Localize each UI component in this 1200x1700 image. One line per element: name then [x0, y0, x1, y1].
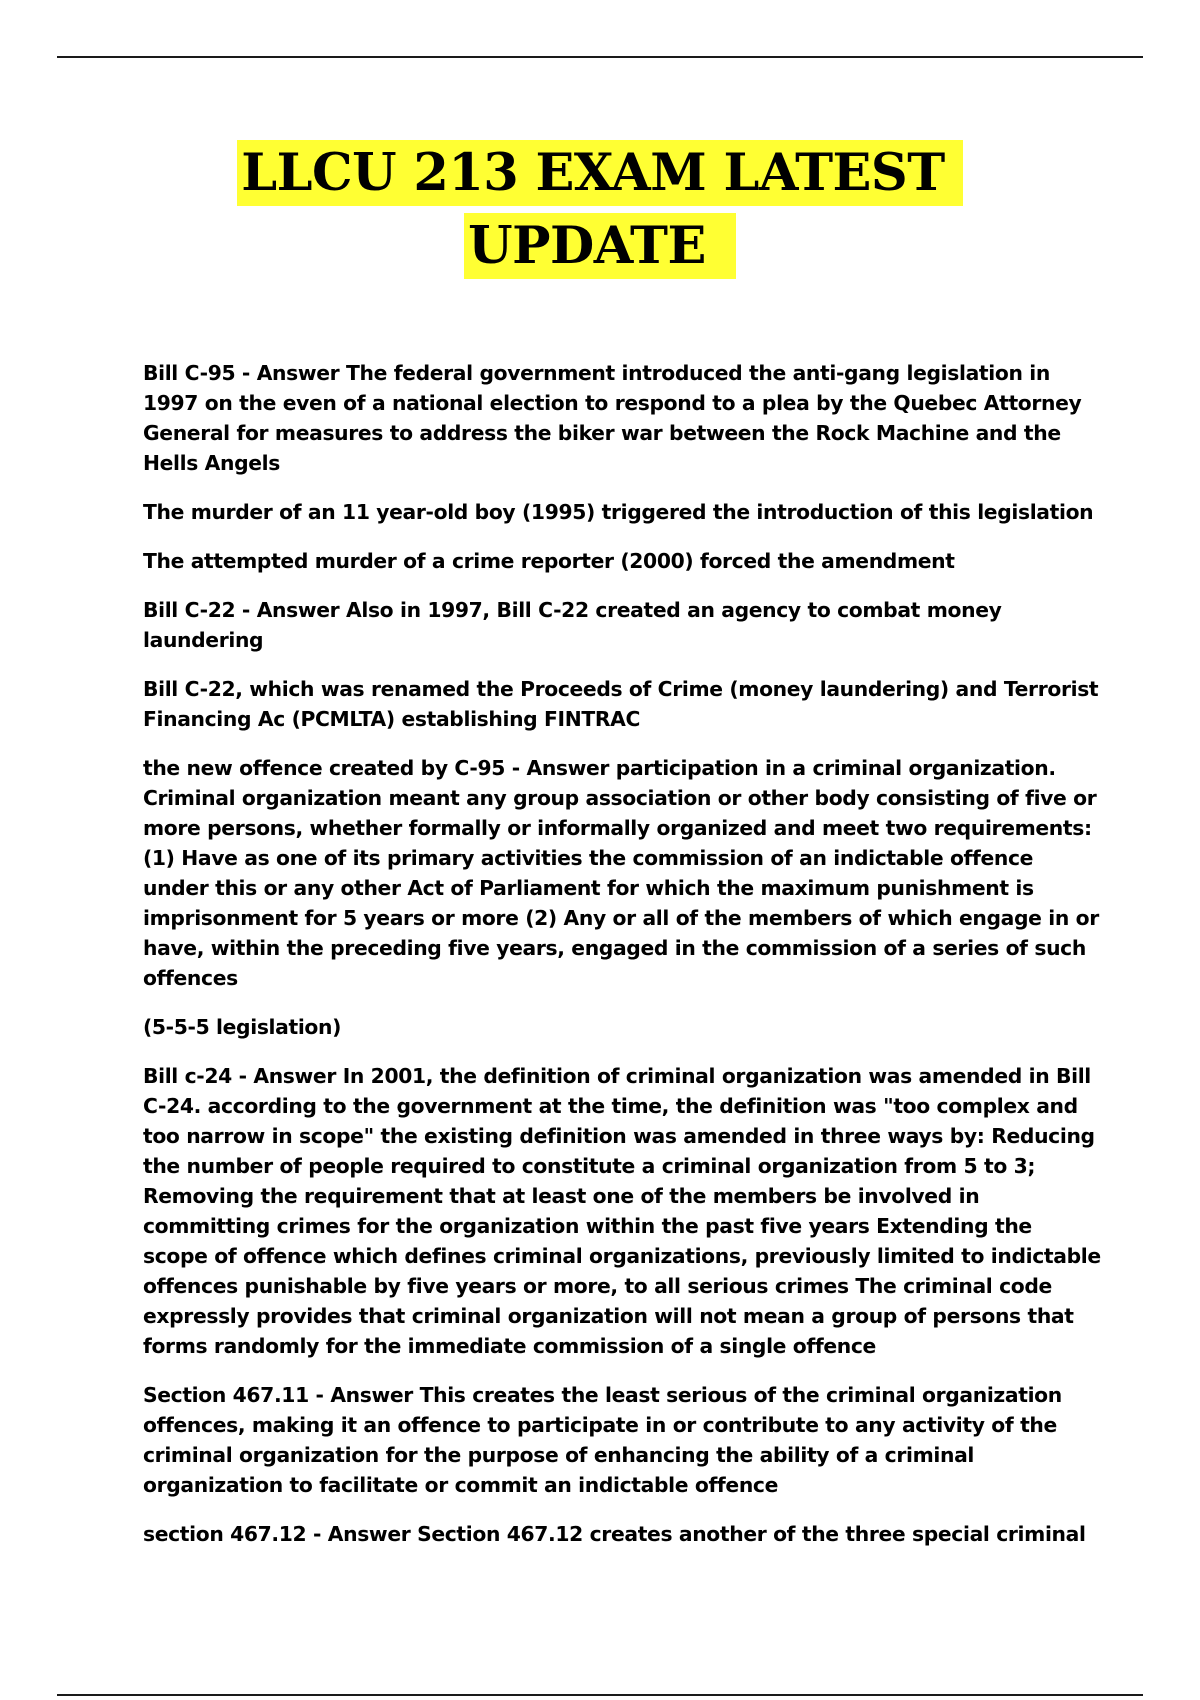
- paragraph-attempted-murder: The attempted murder of a crime reporter (2000) forced the amendment: [143, 549, 955, 573]
- top-rule: [57, 56, 1143, 58]
- document-body: [143, 358, 1103, 1568]
- paragraph-555-legislation: (5-5-5 legislation): [143, 1015, 342, 1039]
- paragraph-new-offence: the new offence created by C-95 - Answer participation in a criminal organization. Criminal organization meant any group association or other body consisting of five or more persons, whether formally or informally organized and meet two requirements: (1) Have as one of its primary activities the commission of an indictable offence under this or any other Act of Parliament for which the maximum punishment is imprisonment for 5 years or more (2) Any or all of the members of which engage in or have, within the preceding five years, engaged in the commission of a series of such offences: [143, 756, 1099, 990]
- paragraph-section-467-11: Section 467.11 - Answer This creates the least serious of the criminal organization offences, making it an offence to participate in or contribute to any activity of the criminal organization for the purpose of enhancing the ability of a criminal organization to facilitate or commit an indictable offence: [143, 1383, 1062, 1497]
- bottom-rule: [57, 1694, 1143, 1696]
- paragraph-bill-c24: Bill c-24 - Answer In 2001, the definition of criminal organization was amended in Bill C-24. according to the government at the time, the definition was "too complex and too narrow in scope" the existing definition was amended in three ways by: Reducing the number of people required to constitute a criminal organization from 5 to 3; Removing the requirement that at least one of the members be involved in committing crimes for the organization within the past five years Extending the scope of offence which defines criminal organizations, previously limited to indictable offences punishable by five years or more, to all serious crimes The criminal code expressly provides that criminal organization will not mean a group of persons that forms randomly for the immediate commission of a single offence: [143, 1064, 1101, 1358]
- title-line-2: UPDATE: [464, 213, 736, 279]
- paragraph-bill-c22: Bill C-22 - Answer Also in 1997, Bill C-22 created an agency to combat money laundering: [143, 598, 1002, 652]
- paragraph-bill-c95: Bill C-95 - Answer The federal government introduced the anti-gang legislation in 1997 on the even of a national election to respond to a plea by the Quebec Attorney General for measures to address the biker war between the Rock Machine and the Hells Angels: [143, 361, 1082, 475]
- title-line-1: LLCU 213 EXAM LATEST: [237, 140, 962, 206]
- paragraph-pcmlta: Bill C-22, which was renamed the Proceeds of Crime (money laundering) and Terrorist Financing Ac (PCMLTA) establishing FINTRAC: [143, 677, 1099, 731]
- paragraph-murder-boy: The murder of an 11 year-old boy (1995) triggered the introduction of this legislation: [143, 500, 1094, 524]
- document-title: [0, 140, 1200, 279]
- paragraph-section-467-12: section 467.12 - Answer Section 467.12 creates another of the three special criminal: [143, 1522, 1086, 1546]
